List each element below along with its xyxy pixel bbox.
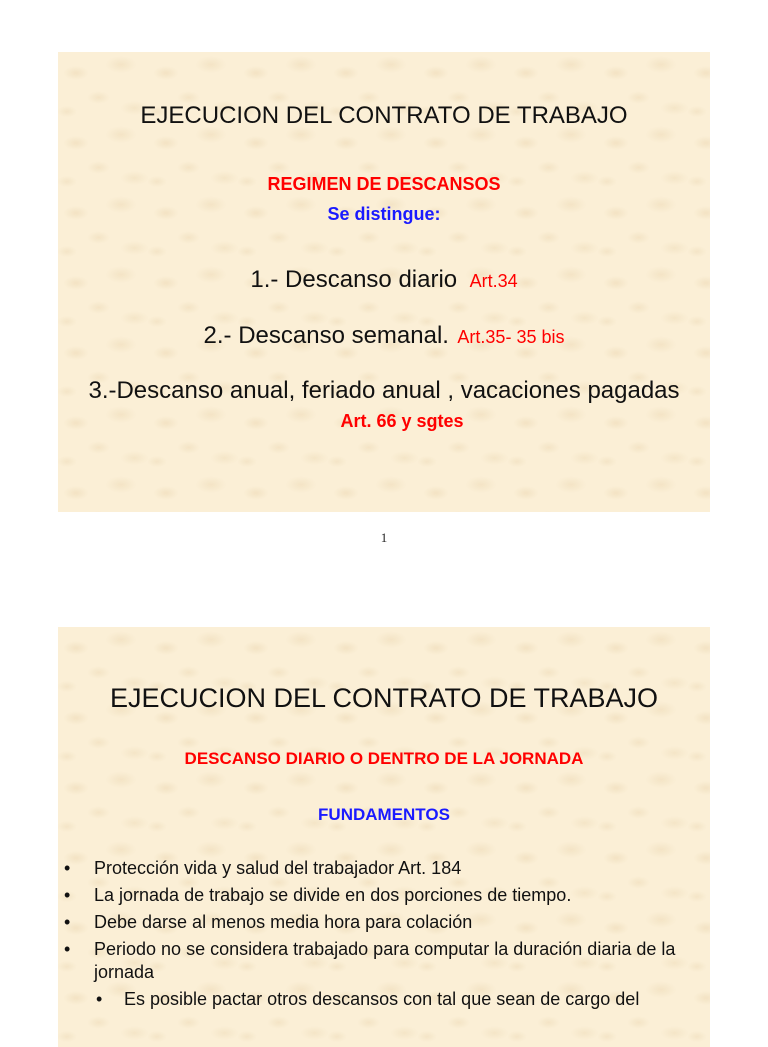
item-2-text: 2.- Descanso semanal. <box>203 322 449 349</box>
list-item-text: La jornada de trabajo se divide en dos porciones de tiempo. <box>94 885 572 905</box>
slide-1-title: EJECUCION DEL CONTRATO DE TRABAJO <box>140 102 628 129</box>
slide-1-distingue: Se distingue: <box>327 204 441 224</box>
sub-list-item <box>58 988 710 1011</box>
list-item-text: Es posible pactar otros descansos con tal que sean de cargo del <box>124 989 640 1009</box>
slide-2-subtitle: DESCANSO DIARIO O DENTRO DE LA JORNADA <box>184 749 584 768</box>
list-item-text: Protección vida y salud del trabajador Art. 184 <box>94 858 462 878</box>
list-item-text: Debe darse al menos media hora para colación <box>94 912 473 932</box>
slide-2-title: EJECUCION DEL CONTRATO DE TRABAJO <box>109 683 659 713</box>
slide-2-heading: FUNDAMENTOS <box>318 805 450 824</box>
item-3-ref: Art. 66 y sgtes <box>340 411 464 431</box>
list-item <box>58 884 710 907</box>
item-2-ref: Art.35- 35 bis <box>457 327 565 347</box>
bullet-icon: • <box>64 858 71 878</box>
list-item <box>58 938 710 984</box>
item-1 <box>58 266 710 294</box>
item-1-ref: Art.34 <box>469 271 518 291</box>
item-2 <box>58 322 710 350</box>
item-1-text: 1.- Descanso diario <box>250 266 458 293</box>
list-item <box>58 911 710 934</box>
list-item-text: Periodo no se considera trabajado para computar la duración diaria de la jornada <box>94 939 676 982</box>
fundamentos-list <box>58 857 710 1015</box>
page-number: 1 <box>380 530 388 545</box>
bullet-icon: • <box>64 885 71 905</box>
slide-2 <box>58 627 710 1047</box>
bullet-icon: • <box>64 912 71 932</box>
item-3-text: 3.-Descanso anual, feriado anual , vacaciones pagadas <box>88 377 680 404</box>
bullet-icon: • <box>64 939 71 959</box>
slide-1 <box>58 52 710 512</box>
slide-1-subtitle: REGIMEN DE DESCANSOS <box>267 174 501 194</box>
bullet-icon: • <box>96 989 103 1009</box>
list-item <box>58 857 710 880</box>
